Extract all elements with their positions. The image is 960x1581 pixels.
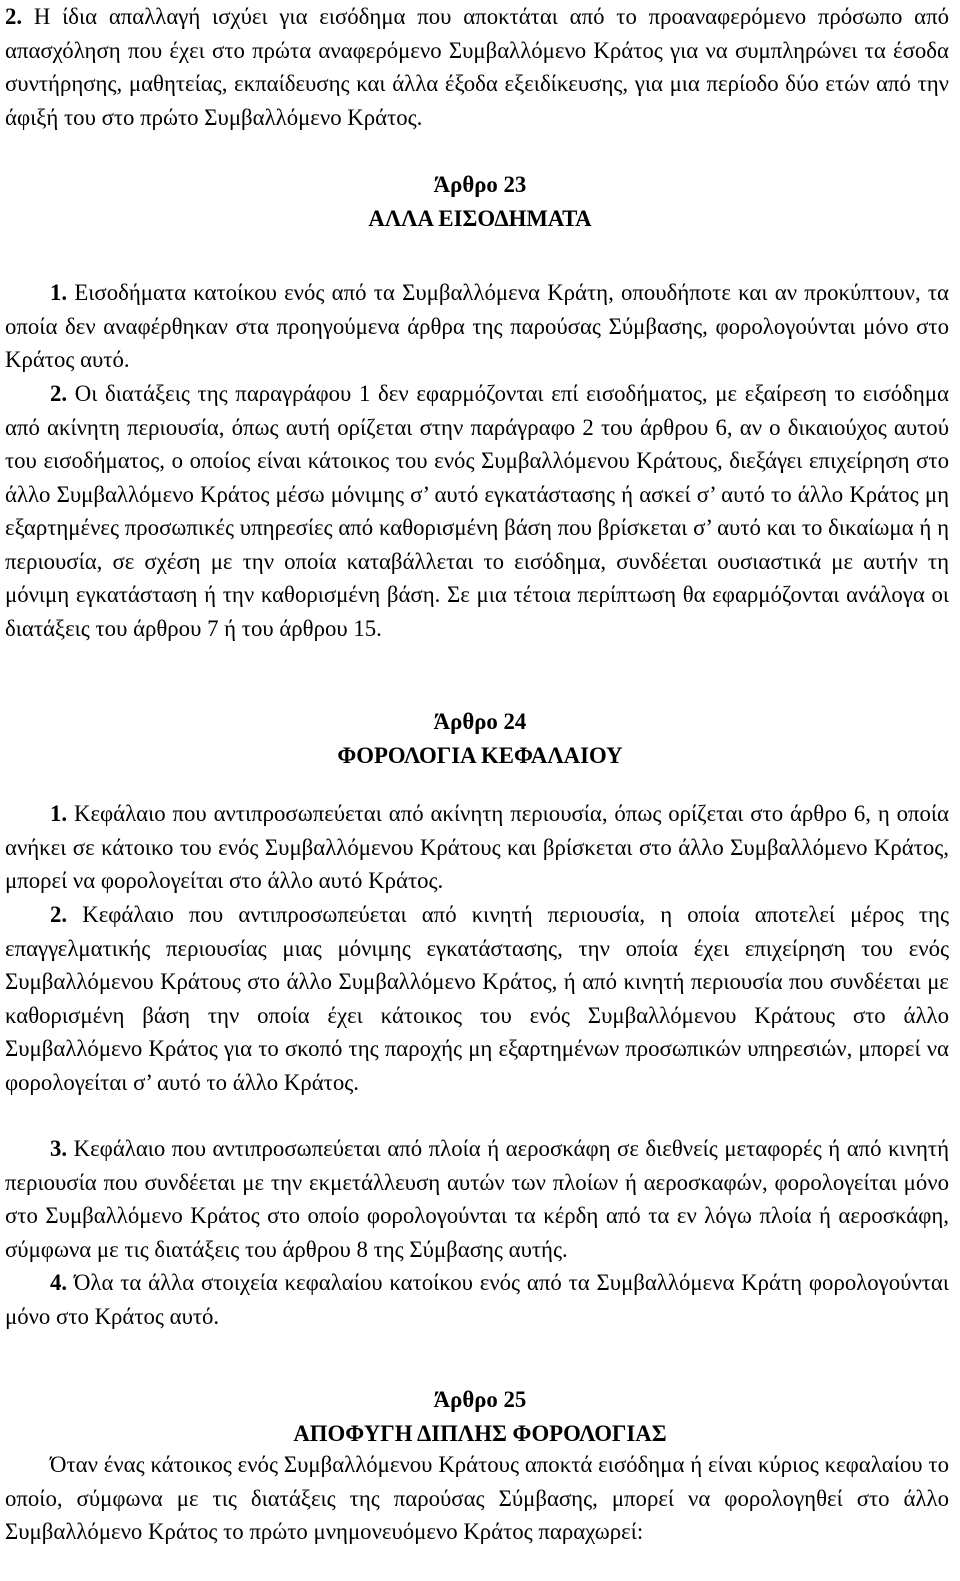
paragraph-number: 3.: [50, 1136, 68, 1161]
article-25-title: Άρθρο 25: [433, 1387, 527, 1412]
paragraph-text: Κεφάλαιο που αντιπροσωπεύεται από κινητή περιουσία, η οποία αποτελεί μέρος της επαγγελματικής περιουσίας μιας μόνιμης εγκατάστασης, την οποία έχει επιχείρηση του ενός Συμβαλλόμενου Κράτους στο άλλο Συμβαλλόμενο Κράτος, ή από κινητή περιουσία που συνδέεται με καθορισμένη βάση την οποία έχει κάτοικος του ενός Συμβαλλόμενου Κράτους στο άλλο Συμβαλλόμενο Κράτος για το σκοπό της παροχής μη εξαρτημένων προσωπικών υπηρεσιών, μπορεί να φορολογείται σ’ αυτό το άλλο Κράτος.: [5, 902, 949, 1095]
article-24-paragraph-2: [5, 898, 949, 1099]
article-23-title: Άρθρο 23: [433, 172, 527, 197]
article-23-paragraph-1: [5, 276, 949, 377]
paragraph-text: Η ίδια απαλλαγή ισχύει για εισόδημα που αποκτάται από το προαναφερόμενο πρόσωπο από απασχόληση που έχει στο πρώτα αναφερόμενο Συμβαλλόμενο Κράτος για να συμπληρώνει τα έσοδα συντήρησης, μαθητείας, εκπαίδευσης και άλλα έξοδα εξειδίκευσης, για μια περίοδο δύο ετών από την άφιξή του στο πρώτο Συμβαλλόμενο Κράτος.: [5, 4, 949, 130]
paragraph-number: 4.: [50, 1270, 68, 1295]
paragraph-number: 2.: [50, 381, 68, 406]
article-24-paragraph-4: [5, 1266, 949, 1333]
article-25-subtitle: ΑΠΟΦΥΓΗ ΔΙΠΛΗΣ ΦΟΡΟΛΟΓΙΑΣ: [293, 1420, 667, 1446]
article-23-subtitle: ΑΛΛΑ ΕΙΣΟΔΗΜΑΤΑ: [368, 205, 592, 231]
article-25-heading: [0, 1383, 960, 1450]
paragraph-number: 1.: [50, 801, 68, 826]
paragraph-number: 2.: [50, 902, 68, 927]
article-24-paragraph-1: [5, 797, 949, 898]
article-24-paragraph-3: [5, 1132, 949, 1266]
article-24-heading: [0, 705, 960, 772]
paragraph-intro: [5, 0, 949, 134]
article-24-title: Άρθρο 24: [433, 709, 527, 734]
paragraph-text: Όταν ένας κάτοικος ενός Συμβαλλόμενου Κράτους αποκτά εισόδημα ή είναι κύριος κεφαλαίου το οποίο, σύμφωνα με τις διατάξεις της παρούσας Σύμβασης, μπορεί να φορολογηθεί στο άλλο Συμβαλλόμενο Κράτος το πρώτο μνημονευόμενο Κράτος παραχωρεί:: [5, 1452, 949, 1544]
article-23-paragraph-2: [5, 377, 949, 645]
article-25-paragraph-1: [5, 1448, 949, 1549]
paragraph-number: 2.: [5, 4, 23, 29]
paragraph-text: Εισοδήματα κατοίκου ενός από τα Συμβαλλόμενα Κράτη, οπουδήποτε και αν προκύπτουν, τα οποία δεν αναφέρθηκαν στα προηγούμενα άρθρα της παρούσας Σύμβασης, φορολογούνται μόνο στο Κράτος αυτό.: [5, 280, 949, 372]
paragraph-text: Κεφάλαιο που αντιπροσωπεύεται από πλοία ή αεροσκάφη σε διεθνείς μεταφορές ή από κινητή περιουσία που συνδέεται με την εκμετάλλευση αυτών των πλοίων ή αεροσκαφών, φορολογείται μόνο στο Συμβαλλόμενο Κράτος στο οποίο φορολογούνται τα κέρδη από τα εν λόγω πλοία ή αεροσκάφη, σύμφωνα με τις διατάξεις του άρθρου 8 της Σύμβασης αυτής.: [5, 1136, 950, 1262]
paragraph-text: Οι διατάξεις της παραγράφου 1 δεν εφαρμόζονται επί εισοδήματος, με εξαίρεση το εισόδημα από ακίνητη περιουσία, όπως αυτή ορίζεται στην παράγραφο 2 του άρθρου 6, αν ο δικαιούχος αυτού του εισοδήματος, ο οποίος είναι κάτοικος του ενός Συμβαλλόμενου Κράτους, διεξάγει επιχείρηση στο άλλο Συμβαλλόμενο Κράτος μέσω μόνιμης σ’ αυτό εγκατάστασης ή ασκεί σ’ αυτό το άλλο Κράτος μη εξαρτημένες προσωπικές υπηρεσίες από καθορισμένη βάση που βρίσκεται σ’ αυτό και το δικαίωμα ή η περιουσία, σε σχέση με την οποία καταβάλλεται το εισόδημα, συνδέεται ουσιαστικά με αυτήν τη μόνιμη εγκατάσταση ή την καθορισμένη βάση. Σε μια τέτοια περίπτωση θα εφαρμόζονται ανάλογα οι διατάξεις του άρθρου 7 ή του άρθρου 15.: [5, 381, 949, 641]
article-24-subtitle: ΦΟΡΟΛΟΓΙΑ ΚΕΦΑΛΑΙΟΥ: [337, 742, 623, 768]
paragraph-text: Κεφάλαιο που αντιπροσωπεύεται από ακίνητη περιουσία, όπως ορίζεται στο άρθρο 6, η οποία ανήκει σε κάτοικο του ενός Συμβαλλόμενου Κράτους και βρίσκεται στο άλλο Συμβαλλόμενο Κράτος, μπορεί να φορολογείται στο άλλο αυτό Κράτος.: [5, 801, 949, 893]
paragraph-number: 1.: [50, 280, 68, 305]
article-23-heading: [0, 168, 960, 235]
paragraph-text: Όλα τα άλλα στοιχεία κεφαλαίου κατοίκου ενός από τα Συμβαλλόμενα Κράτη φορολογούνται μόνο στο Κράτος αυτό.: [5, 1270, 949, 1329]
